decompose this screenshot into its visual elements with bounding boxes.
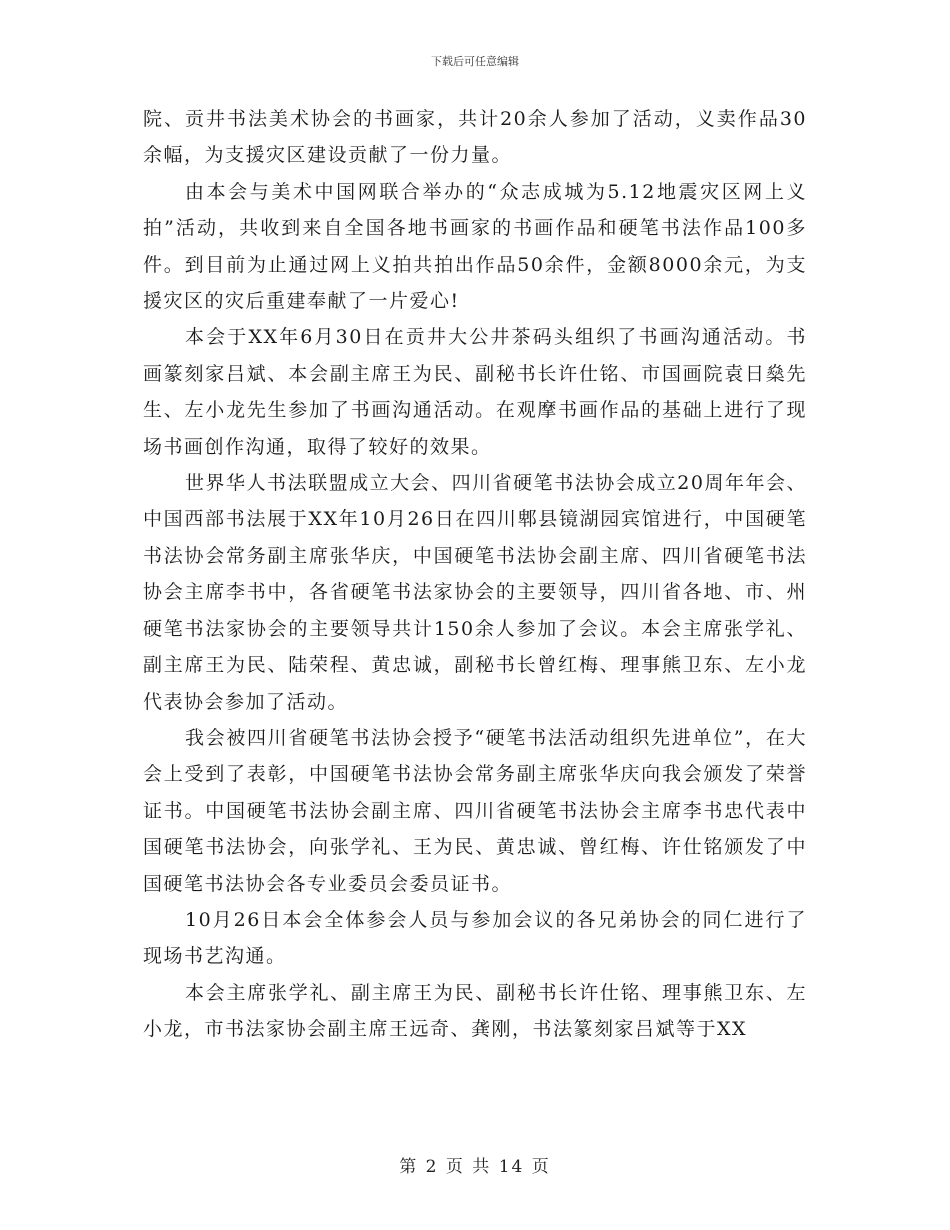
paragraph-continuation: 院、贡井书法美术协会的书画家，共计20余人参加了活动，义卖作品30余幅，为支援灾区建设贡献了一份力量。 (143, 108, 807, 167)
page-header: 下载后可任意编辑 (431, 55, 519, 68)
document-body (143, 101, 807, 1048)
page-number-footer: 第 2 页 共 14 页 (399, 1157, 551, 1177)
paragraph-award: 我会被四川省硬笔书法协会授予“硬笔书法活动组织先进单位”，在大会上受到了表彰，中国硬笔书法协会常务副主席张华庆向我会颁发了荣誉证书。中国硬笔书法协会副主席、四川省硬笔书法协会主席李书忠代表中国硬笔书法协会，向张学礼、王为民、黄忠诚、曾红梅、许仕铭颁发了中国硬笔书法协会各专业委员会委员证书。 (143, 726, 807, 895)
paragraph-oct26-exchange: 10月26日本会全体参会人员与参加会议的各兄弟协会的同仁进行了现场书艺沟通。 (143, 908, 807, 968)
paragraph-online-auction: 由本会与美术中国网联合举办的“众志成城为5.12地震灾区网上义拍”活动，共收到来自全国各地书画家的书画作品和硬笔书法作品100多件。到目前为止通过网上义拍共拍出作品50余件，金额8000余元，为支援灾区的灾后重建奉献了一片爱心! (143, 180, 807, 313)
paragraph-founding-conference: 世界华人书法联盟成立大会、四川省硬笔书法协会成立20周年年会、中国西部书法展于XX年10月26日在四川郫县镜湖园宾馆进行，中国硬笔书法协会常务副主席张华庆，中国硬笔书法协会副主席、四川省硬笔书法协会主席李书中，各省硬笔书法家协会的主要领导，四川省各地、市、州硬笔书法家协会的主要领导共计150余人参加了会议。本会主席张学礼、副主席王为民、陆荣程、黄忠诚，副秘书长曾红梅、理事熊卫东、左小龙代表协会参加了活动。 (143, 472, 807, 713)
paragraph-exchange-activity: 本会于XX年6月30日在贡井大公井茶码头组织了书画沟通活动。书画篆刻家吕斌、本会副主席王为民、副秘书长许仕铭、市国画院袁日燊先生、左小龙先生参加了书画沟通活动。在观摩书画作品的基础上进行了现场书画创作沟通，取得了较好的效果。 (143, 326, 807, 458)
paragraph-attendees: 本会主席张学礼、副主席王为民、副秘书长许仕铭、理事熊卫东、左小龙，市书法家协会副主席王远奇、龚刚，书法篆刻家吕斌等于XX (143, 981, 807, 1041)
